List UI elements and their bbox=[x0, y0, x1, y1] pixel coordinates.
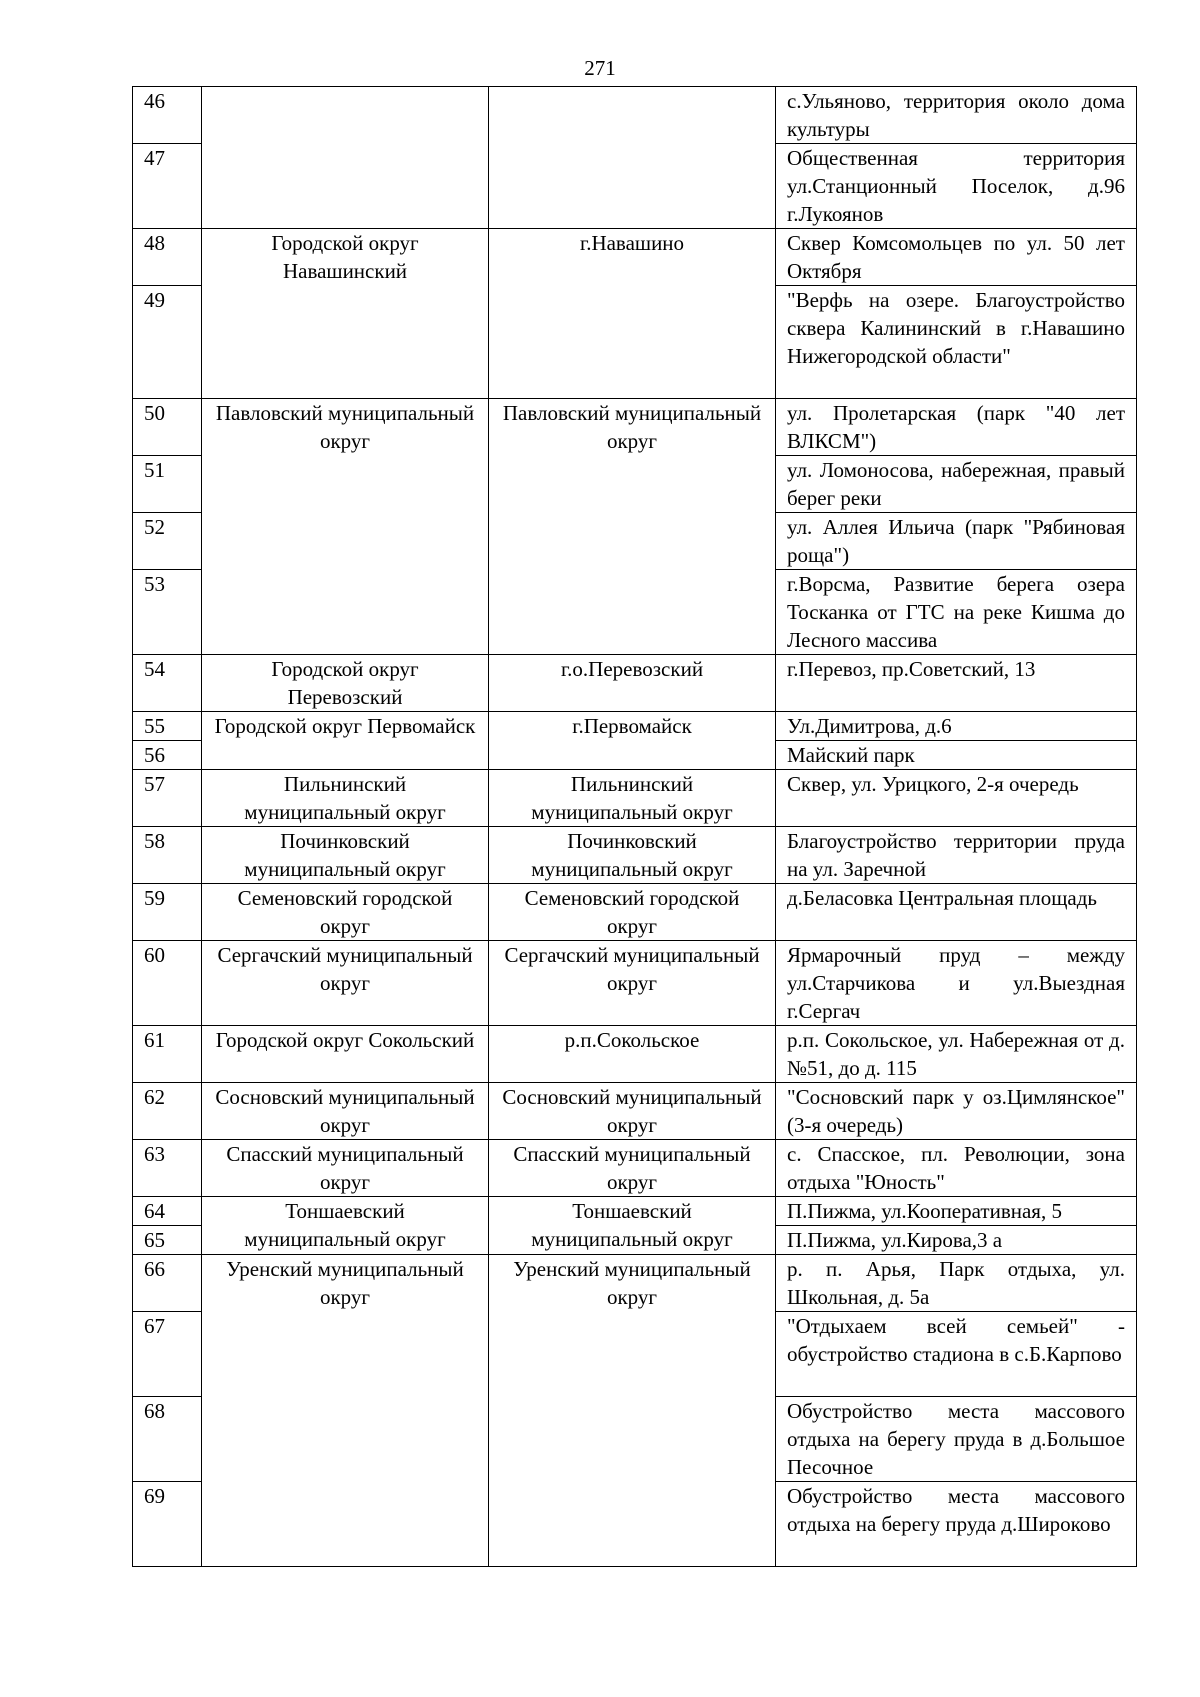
municipality-cell: г.Навашино bbox=[489, 229, 776, 399]
row-number: 60 bbox=[133, 941, 202, 1026]
address-cell: с.Ульяново, территория около дома культуры bbox=[776, 87, 1137, 144]
municipality-cell: Тоншаевский муниципальный округ bbox=[489, 1197, 776, 1255]
municipality-cell: Павловский муниципальный округ bbox=[489, 399, 776, 655]
address-cell: с. Спасское, пл. Революции, зона отдыха "Юность" bbox=[776, 1140, 1137, 1197]
page-number: 271 bbox=[584, 56, 616, 80]
address-cell: ул. Пролетарская (парк "40 лет ВЛКСМ") bbox=[776, 399, 1137, 456]
district-cell: Городской округ Первомайск bbox=[202, 712, 489, 770]
municipality-cell: Спасский муниципальный округ bbox=[489, 1140, 776, 1197]
district-cell: Городской округ Навашинский bbox=[202, 229, 489, 399]
municipality-cell: г.о.Перевозский bbox=[489, 655, 776, 712]
table-row bbox=[133, 229, 1137, 286]
district-cell bbox=[202, 87, 489, 229]
district-cell: Починковский муниципальный округ bbox=[202, 827, 489, 884]
address-cell: Общественная территория ул.Станционный Поселок, д.96 г.Лукоянов bbox=[776, 144, 1137, 229]
address-cell: "Сосновский парк у оз.Цимлянское" (3-я очередь) bbox=[776, 1083, 1137, 1140]
address-cell: Обустройство места массового отдыха на берегу пруда д.Широково bbox=[776, 1482, 1137, 1567]
table-row bbox=[133, 1140, 1137, 1197]
address-cell: "Отдыхаем всей семьей" - обустройство стадиона в с.Б.Карпово bbox=[776, 1312, 1137, 1397]
district-cell: Семеновский городской округ bbox=[202, 884, 489, 941]
row-number: 61 bbox=[133, 1026, 202, 1083]
municipality-cell: Починковский муниципальный округ bbox=[489, 827, 776, 884]
row-number: 69 bbox=[133, 1482, 202, 1567]
address-cell: г.Перевоз, пр.Советский, 13 bbox=[776, 655, 1137, 712]
row-number: 50 bbox=[133, 399, 202, 456]
address-cell: Сквер, ул. Урицкого, 2-я очередь bbox=[776, 770, 1137, 827]
address-cell: "Верфь на озере. Благоустройство сквера Калининский в г.Навашино Нижегородской области" bbox=[776, 286, 1137, 399]
municipality-cell: Сергачский муниципальный округ bbox=[489, 941, 776, 1026]
row-number: 57 bbox=[133, 770, 202, 827]
district-cell: Уренский муниципальный округ bbox=[202, 1255, 489, 1567]
address-cell: р.п. Сокольское, ул. Набережная от д.№51, до д. 115 bbox=[776, 1026, 1137, 1083]
municipality-cell bbox=[489, 87, 776, 229]
table-row bbox=[133, 770, 1137, 827]
table-row bbox=[133, 827, 1137, 884]
address-cell: д.Беласовка Центральная площадь bbox=[776, 884, 1137, 941]
row-number: 52 bbox=[133, 513, 202, 570]
table-row bbox=[133, 399, 1137, 456]
address-cell: П.Пижма, ул.Кирова,3 а bbox=[776, 1226, 1137, 1255]
row-number: 63 bbox=[133, 1140, 202, 1197]
row-number: 49 bbox=[133, 286, 202, 399]
address-cell: г.Ворсма, Развитие берега озера Тосканка от ГТС на реке Кишма до Лесного массива bbox=[776, 570, 1137, 655]
row-number: 51 bbox=[133, 456, 202, 513]
row-number: 67 bbox=[133, 1312, 202, 1397]
municipality-cell: г.Первомайск bbox=[489, 712, 776, 770]
district-cell: Павловский муниципальный округ bbox=[202, 399, 489, 655]
row-number: 47 bbox=[133, 144, 202, 229]
row-number: 56 bbox=[133, 741, 202, 770]
municipality-cell: Сосновский муниципальный округ bbox=[489, 1083, 776, 1140]
district-cell: Сосновский муниципальный округ bbox=[202, 1083, 489, 1140]
table-row bbox=[133, 884, 1137, 941]
row-number: 58 bbox=[133, 827, 202, 884]
address-cell: Ярмарочный пруд – между ул.Старчикова и ул.Выездная г.Сергач bbox=[776, 941, 1137, 1026]
table-row bbox=[133, 87, 1137, 144]
row-number: 46 bbox=[133, 87, 202, 144]
table-row bbox=[133, 1255, 1137, 1312]
table-row bbox=[133, 1197, 1137, 1226]
row-number: 64 bbox=[133, 1197, 202, 1226]
row-number: 66 bbox=[133, 1255, 202, 1312]
row-number: 68 bbox=[133, 1397, 202, 1482]
table-row bbox=[133, 1083, 1137, 1140]
municipality-cell: Семеновский городской округ bbox=[489, 884, 776, 941]
table-row bbox=[133, 1026, 1137, 1083]
row-number: 62 bbox=[133, 1083, 202, 1140]
district-cell: Пильнинский муниципальный округ bbox=[202, 770, 489, 827]
municipality-cell: Уренский муниципальный округ bbox=[489, 1255, 776, 1567]
address-cell: ул. Ломоносова, набережная, правый берег реки bbox=[776, 456, 1137, 513]
district-cell: Сергачский муниципальный округ bbox=[202, 941, 489, 1026]
address-cell: Ул.Димитрова, д.6 bbox=[776, 712, 1137, 741]
table-row bbox=[133, 655, 1137, 712]
sites-table bbox=[132, 86, 1137, 1567]
address-cell: Майский парк bbox=[776, 741, 1137, 770]
district-cell: Городской округ Перевозский bbox=[202, 655, 489, 712]
row-number: 55 bbox=[133, 712, 202, 741]
district-cell: Спасский муниципальный округ bbox=[202, 1140, 489, 1197]
address-cell: Сквер Комсомольцев по ул. 50 лет Октября bbox=[776, 229, 1137, 286]
row-number: 53 bbox=[133, 570, 202, 655]
row-number: 59 bbox=[133, 884, 202, 941]
address-cell: П.Пижма, ул.Кооперативная, 5 bbox=[776, 1197, 1137, 1226]
municipality-cell: Пильнинский муниципальный округ bbox=[489, 770, 776, 827]
row-number: 54 bbox=[133, 655, 202, 712]
address-cell: Обустройство места массового отдыха на берегу пруда в д.Большое Песочное bbox=[776, 1397, 1137, 1482]
address-cell: ул. Аллея Ильича (парк "Рябиновая роща") bbox=[776, 513, 1137, 570]
table-row bbox=[133, 941, 1137, 1026]
address-cell: Благоустройство территории пруда на ул. Заречной bbox=[776, 827, 1137, 884]
address-cell: р. п. Арья, Парк отдыха, ул. Школьная, д. 5а bbox=[776, 1255, 1137, 1312]
row-number: 48 bbox=[133, 229, 202, 286]
municipality-cell: р.п.Сокольское bbox=[489, 1026, 776, 1083]
row-number: 65 bbox=[133, 1226, 202, 1255]
district-cell: Городской округ Сокольский bbox=[202, 1026, 489, 1083]
district-cell: Тоншаевский муниципальный округ bbox=[202, 1197, 489, 1255]
table-row bbox=[133, 712, 1137, 741]
